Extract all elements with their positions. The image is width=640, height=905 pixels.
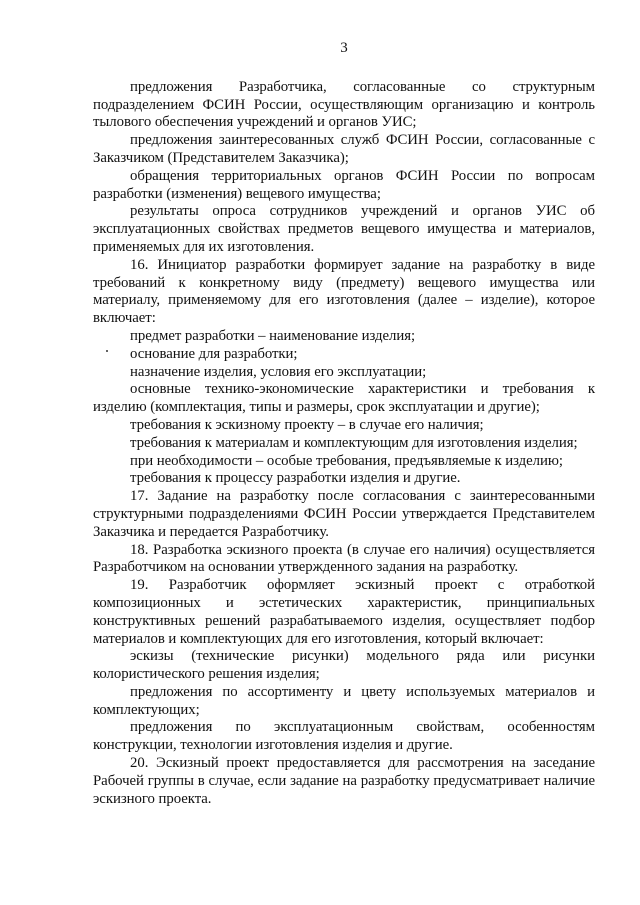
paragraph-developer-proposals: предложения Разработчика, согласованные со структурным подразделением ФСИН России, осуществляющим организацию и контроль тылового обеспечения учреждений и органов УИС; [93,78,595,131]
paragraph-17: 17. Задание на разработку после согласования с заинтересованными структурными подразделениями ФСИН России утверждается Представителем Заказчика и передается Разработчику. [93,488,595,540]
paragraph-territorial-requests: обращения территориальных органов ФСИН России по вопросам разработки (изменения) вещевого имущества; [93,167,595,202]
document-page [93,40,595,808]
list-item-basis: основание для разработки; [130,345,298,362]
paragraph-survey-results: результаты опроса сотрудников учреждений и органов УИС об эксплуатационных свойствах предметов вещевого имущества и материалов, применяемых для их изготовления. [93,203,595,255]
list-item-subject: предмет разработки – наименование изделия; [130,327,416,344]
list-item-assortment: предложения по ассортименту и цвету используемых материалов и комплектующих; [93,683,595,718]
paragraph-18: 18. Разработка эскизного проекта (в случае его наличия) осуществляется Разработчиком на основании утвержденного задания на разработку. [93,541,595,576]
list-item-operational-properties: предложения по эксплуатационным свойствам, особенностям конструкции, технологии изготовления изделия и другие. [93,719,595,754]
list-item-characteristics: основные технико-экономические характеристики и требования к изделию (комплектация, типы и размеры, срок эксплуатации и другие); [93,381,595,416]
list-item-process-requirements: требования к процессу разработки изделия и другие. [130,470,461,487]
list-item-sketches: эскизы (технические рисунки) модельного ряда или рисунки колористического решения изделия; [93,648,595,683]
scan-speck [106,350,108,352]
list-item-sketch-requirements: требования к эскизному проекту – в случае его наличия; [130,416,484,433]
page-number: 3 [340,40,348,56]
paragraph-20: 20. Эскизный проект предоставляется для рассмотрения на заседание Рабочей группы в случае, если задание на разработку предусматривает наличие эскизного проекта. [93,755,595,807]
list-item-special-requirements: при необходимости – особые требования, предъявляемые к изделию; [130,452,563,469]
list-item-material-requirements: требования к материалам и комплектующим для изготовления изделия; [130,434,578,451]
paragraph-services-proposals: предложения заинтересованных служб ФСИН России, согласованные с Заказчиком (Представителем Заказчика); [93,132,595,166]
paragraph-16: 16. Инициатор разработки формирует задание на разработку в виде требований к конкретному виду (предмету) вещевого имущества или материалу, применяемому для его изготовления (далее – изделие), которое включает: [93,256,595,327]
list-item-purpose: назначение изделия, условия его эксплуатации; [130,363,427,380]
paragraph-19: 19. Разработчик оформляет эскизный проект с отработкой композиционных и эстетических характеристик, принципиальных конструктивных решений разрабатываемого изделия, осуществляет подбор материалов и комплектующих для его изготовления, который включает: [93,577,595,647]
